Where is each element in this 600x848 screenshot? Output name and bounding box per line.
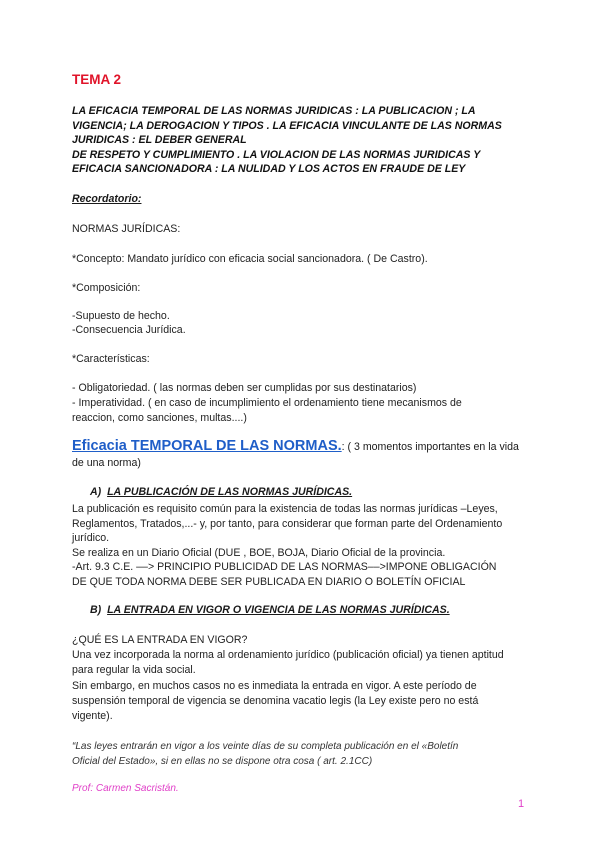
- section-b-line: para regular la vida social.: [72, 664, 196, 676]
- section-b-line: Una vez incorporada la norma al ordenamiento jurídico (publicación oficial) ya tienen aptitud: [72, 649, 504, 661]
- section-a-line: Reglamentos, Tratados,...- y, por tanto, para considerar que forman parte del Ordenamiento: [72, 518, 503, 530]
- caracteristicas-label: *Características:: [72, 353, 150, 365]
- document-title: TEMA 2: [72, 72, 122, 87]
- section-a-line: -Art. 9.3 C.E. ––> PRINCIPIO PUBLICIDAD DE LAS NORMAS––>IMPONE OBLIGACIÓN: [72, 561, 497, 573]
- heading-line: VIGENCIA; LA DEROGACION Y TIPOS . LA EFICACIA VINCULANTE DE LAS NORMAS: [72, 119, 502, 132]
- topic-heading: [72, 104, 532, 177]
- page-number: 1: [518, 798, 525, 810]
- composicion-item: -Consecuencia Jurídica.: [72, 324, 186, 336]
- section-b-line: vigente).: [72, 710, 113, 722]
- footer-author: Prof: Carmen Sacristán.: [72, 783, 179, 794]
- composicion-item: -Supuesto de hecho.: [72, 310, 170, 322]
- section-a-line: DE QUE TODA NORMA DEBE SER PUBLICADA EN DIARIO O BOLETÍN OFICIAL: [72, 576, 466, 588]
- section-b-line: Sin embargo, en muchos casos no es inmediata la entrada en vigor. A este período de: [72, 680, 477, 692]
- composicion-label: *Composición:: [72, 282, 141, 294]
- heading-line: EFICACIA SANCIONADORA : LA NULIDAD Y LOS ACTOS EN FRAUDE DE LEY: [72, 163, 466, 176]
- normas-juridicas-label: NORMAS JURÍDICAS:: [72, 223, 181, 235]
- caracteristica-line: - Obligatoriedad. ( las normas deben ser cumplidas por sus destinatarios): [72, 382, 417, 394]
- section-b-letter: B): [90, 604, 102, 616]
- caracteristica-line: - Imperatividad. ( en caso de incumplimiento el ordenamiento tiene mecanismos de: [72, 397, 462, 409]
- eficacia-note: : ( 3 momentos importantes en la vida de una norma): [72, 441, 519, 469]
- section-a-title: LA PUBLICACIÓN DE LAS NORMAS JURÍDICAS.: [107, 486, 353, 498]
- recordatorio-label: Recordatorio:: [72, 193, 142, 205]
- heading-line: DE RESPETO Y CUMPLIMIENTO . LA VIOLACION DE LAS NORMAS JURIDICAS Y: [72, 148, 481, 161]
- section-b-title: LA ENTRADA EN VIGOR O VIGENCIA DE LAS NORMAS JURÍDICAS.: [107, 604, 450, 616]
- section-a-letter: A): [90, 486, 102, 498]
- section-a-line: Se realiza en un Diario Oficial (DUE , BOE, BOJA, Diario Oficial de la provincia.: [72, 547, 446, 559]
- section-a-line: La publicación es requisito común para la existencia de todas las normas jurídicas –Leyes,: [72, 503, 498, 515]
- eficacia-temporal-section: [72, 438, 532, 471]
- quote-line: “Las leyes entrarán en vigor a los veinte días de su completa publicación en el «Boletín: [72, 741, 459, 752]
- caracteristica-line: reaccion, como sanciones, multas....): [72, 412, 247, 424]
- concepto-line: *Concepto: Mandato jurídico con eficacia social sancionadora. ( De Castro).: [72, 253, 428, 265]
- section-a-heading: [90, 486, 352, 498]
- section-b-line: suspensión temporal de vigencia se denomina vacatio legis (la Ley existe pero no está: [72, 695, 479, 707]
- legal-quote: [72, 739, 532, 769]
- heading-line: LA EFICACIA TEMPORAL DE LAS NORMAS JURIDICAS : LA PUBLICACION ; LA: [72, 105, 476, 117]
- section-b-line: ¿QUÉ ES LA ENTRADA EN VIGOR?: [72, 634, 248, 646]
- section-b-heading: [90, 604, 450, 616]
- section-a-line: jurídico.: [72, 532, 110, 544]
- heading-line: JURIDICAS : EL DEBER GENERAL: [72, 134, 247, 147]
- quote-line: Oficial del Estado», si en ellas no se dispone otra cosa ( art. 2.1CC): [72, 756, 373, 767]
- eficacia-temporal-link[interactable]: Eficacia TEMPORAL DE LAS NORMAS.: [72, 438, 342, 454]
